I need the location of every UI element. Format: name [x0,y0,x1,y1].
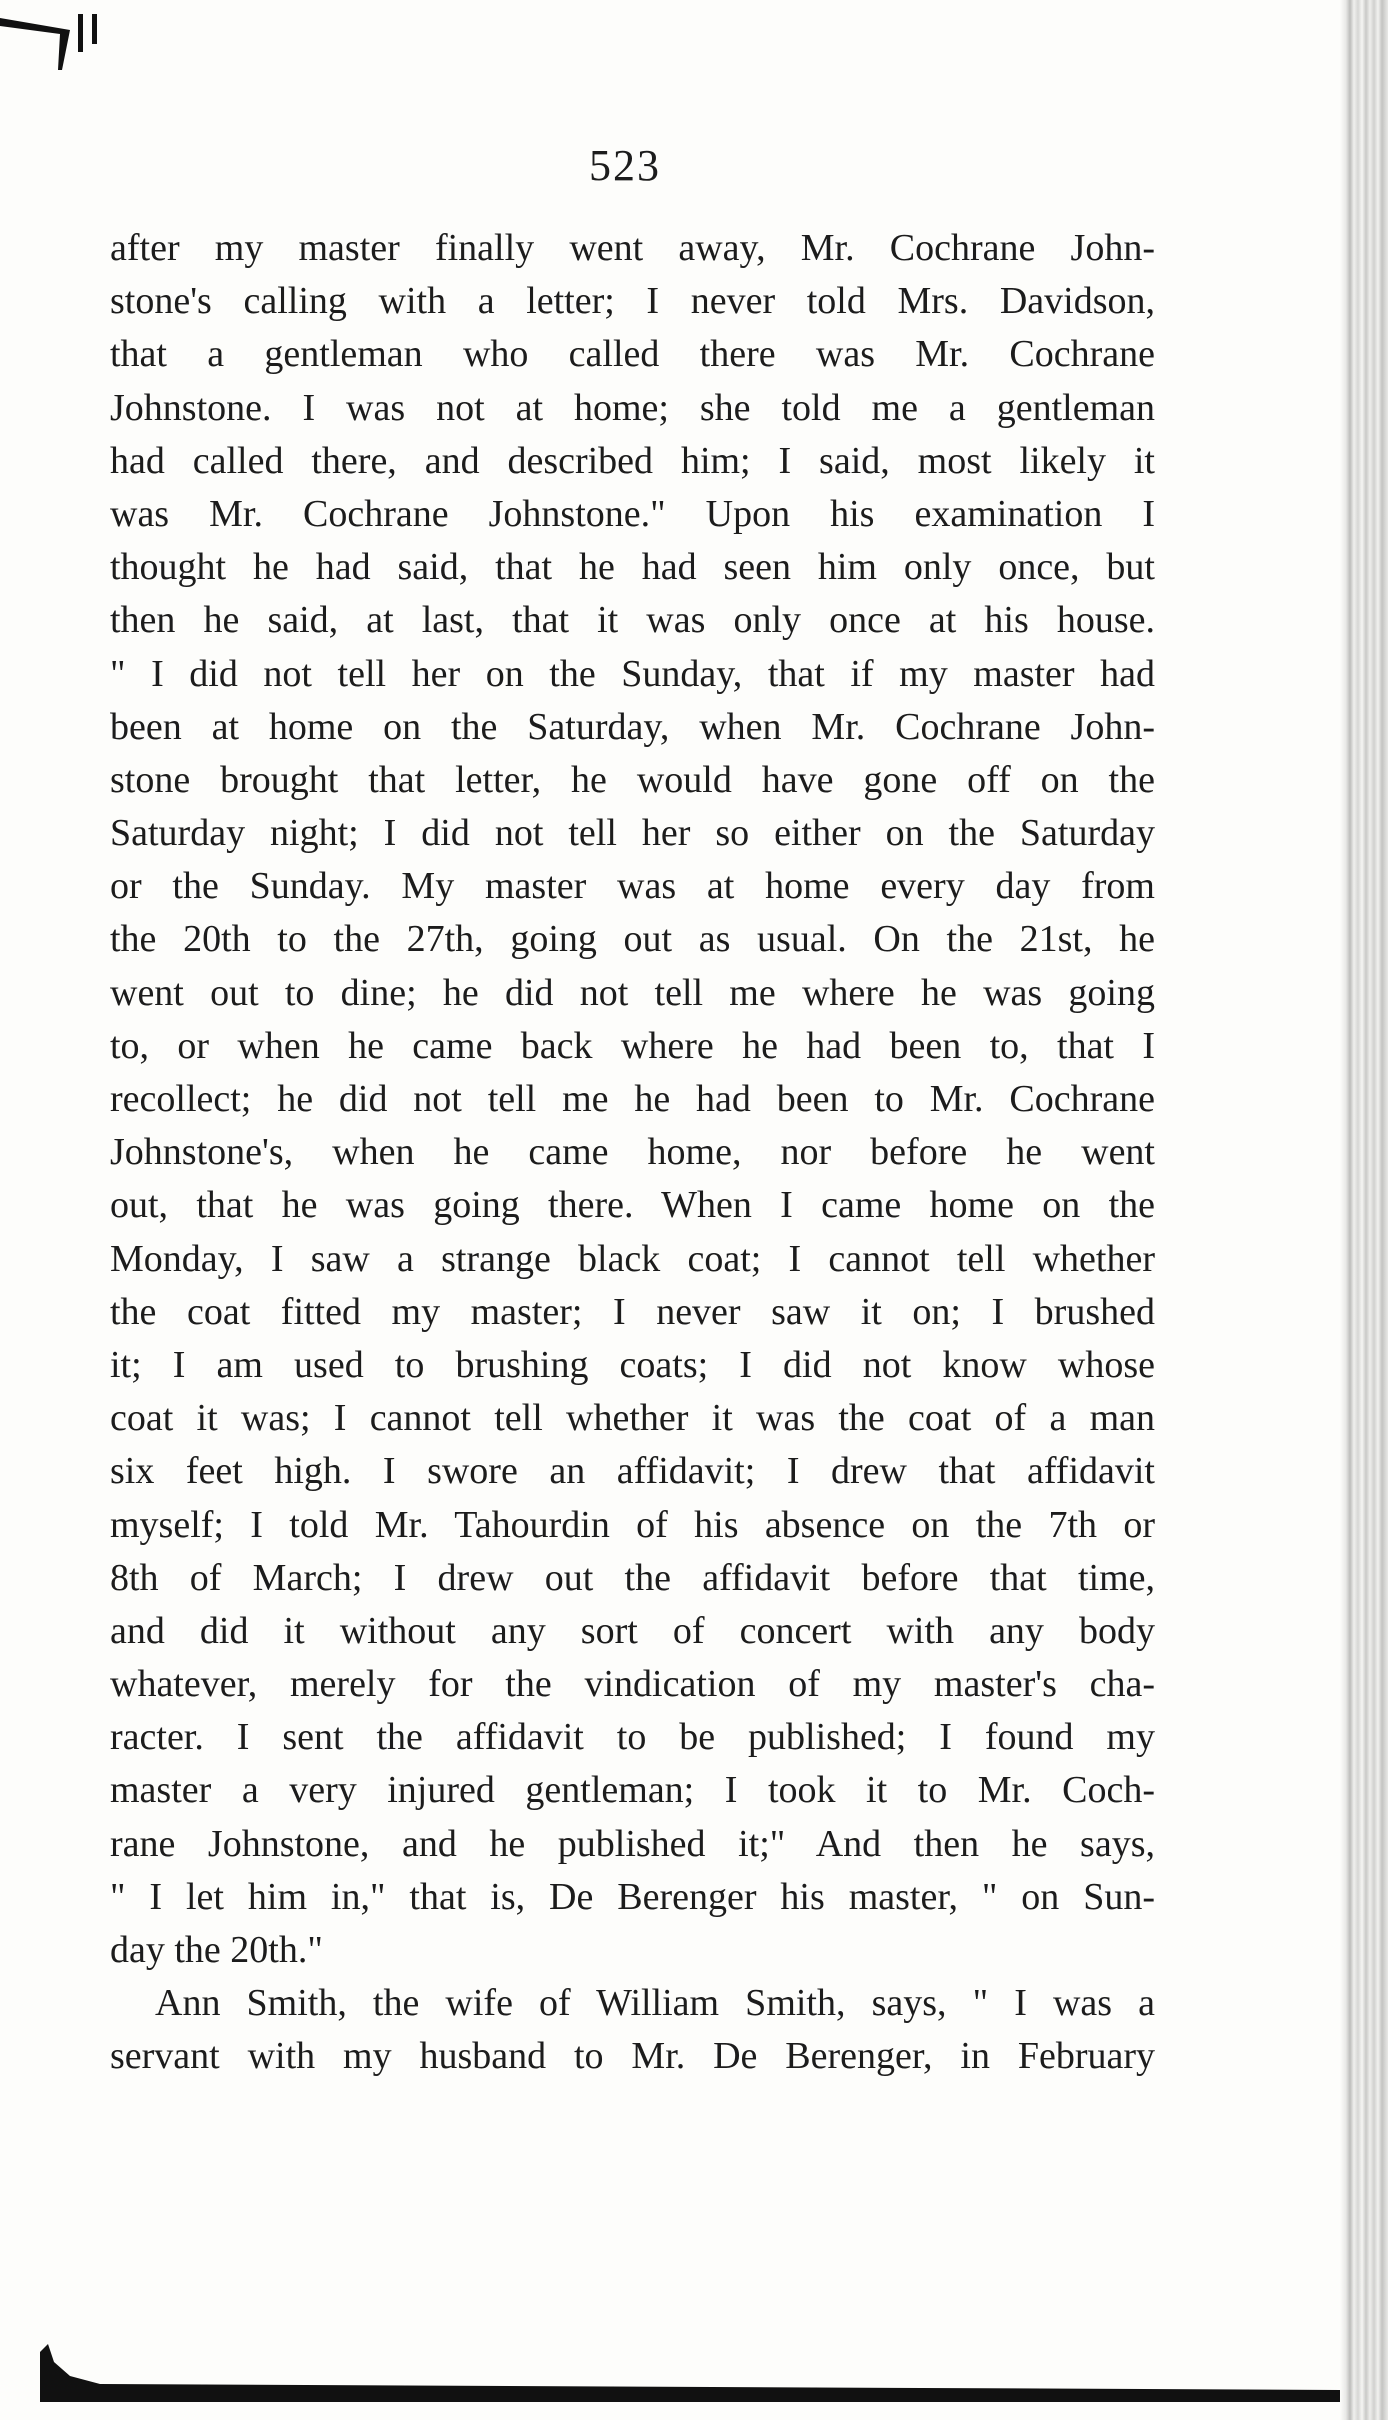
text-line: recollect; he did not tell me he had been to Mr. Cochrane [110,1078,1155,1120]
text-line: stone's calling with a letter; I never told Mrs. Davidson, [110,280,1155,323]
text-line: and did it without any sort of concert with any body [110,1609,1155,1652]
text-line: Monday, I saw a strange black coat; I cannot tell whether [110,1237,1155,1280]
text-line: it; I am used to brushing coats; I did not know whose [110,1343,1155,1386]
text-line: servant with my husband to Mr. De Berenger, in February [110,2035,1155,2078]
text-line: that a gentleman who called there was Mr. Cochrane [110,333,1155,376]
text-line: out, that he was going there. When I came home on the [110,1184,1155,1227]
text-line: or the Sunday. My master was at home every day from [110,865,1155,908]
text-line: then he said, at last, that it was only once at his house. [110,599,1155,642]
text-line: the coat fitted my master; I never saw it on; I brushed [110,1290,1155,1333]
page-number: 523 [589,141,661,190]
text-line: stone brought that letter, he would have gone off on the [110,758,1155,801]
text-line: had called there, and described him; I said, most likely it [110,439,1155,482]
text-line: six feet high. I swore an affidavit; I drew that affidavit [110,1450,1155,1493]
text-line: racter. I sent the affidavit to be published; I found my [110,1716,1155,1759]
text-line: went out to dine; he did not tell me where he was going [110,971,1155,1014]
text-line: master a very injured gentleman; I took it to Mr. Coch- [110,1769,1155,1812]
text-line: Johnstone. I was not at home; she told me a gentleman [110,386,1155,429]
text-line-paragraph-start: Ann Smith, the wife of William Smith, says, " I was a [155,1982,1155,2025]
text-line: was Mr. Cochrane Johnstone." Upon his examination I [110,492,1155,535]
text-line: coat it was; I cannot tell whether it was the coat of a man [110,1397,1155,1440]
scan-corner-mark [0,0,120,70]
text-line: rane Johnstone, and he published it;" And then he says, [110,1822,1155,1865]
text-line: whatever, merely for the vindication of my master's cha- [110,1663,1155,1706]
text-line: to, or when he came back where he had been to, that I [110,1024,1155,1067]
text-line: the 20th to the 27th, going out as usual. On the 21st, he [110,918,1155,961]
text-line: 8th of March; I drew out the affidavit before that time, [110,1556,1155,1599]
text-line-paragraph-end: day the 20th." [110,1929,323,1971]
text-line: after my master finally went away, Mr. Cochrane John- [110,227,1155,269]
text-line: thought he had said, that he had seen him only once, but [110,546,1155,589]
page-edge-shadow [1340,0,1388,2420]
text-line: been at home on the Saturday, when Mr. Cochrane John- [110,705,1155,748]
text-line: Saturday night; I did not tell her so either on the Saturday [110,812,1155,855]
text-line: myself; I told Mr. Tahourdin of his absence on the 7th or [110,1503,1155,1546]
text-line: Johnstone's, when he came home, nor before he went [110,1131,1155,1174]
bottom-binding-edge [40,2342,1340,2402]
body-text [110,222,1155,2084]
text-line: " I did not tell her on the Sunday, that if my master had [110,652,1155,695]
text-line: " I let him in," that is, De Berenger his master, " on Sun- [110,1875,1155,1918]
